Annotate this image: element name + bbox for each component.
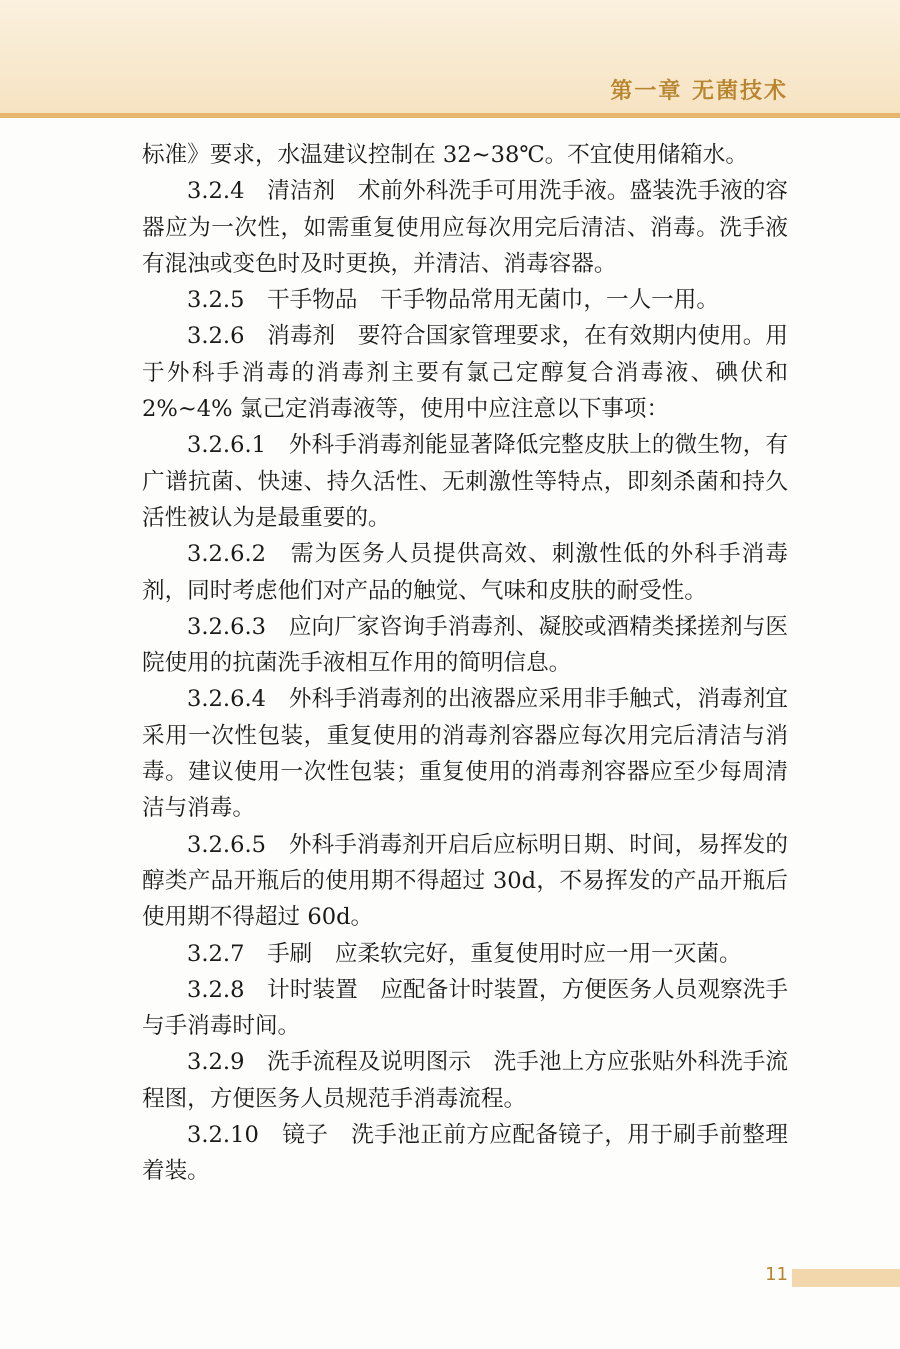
paragraph: 标准》要求，水温建议控制在 32~38℃。不宜使用储箱水。 [142,142,748,168]
paragraph: 3.2.4 清洁剂 术前外科洗手可用洗手液。盛装洗手液的容器应为一次性，如需重复使用应每次用完后清洁、消毒。洗手液有混浊或变色时及时更换，并清洁、消毒容器。 [142,178,788,277]
paragraph: 3.2.9 洗手流程及说明图示 洗手池上方应张贴外科洗手流程图，方便医务人员规范手消毒流程。 [142,1049,788,1112]
body-text [142,137,788,1190]
header-divider [0,113,900,118]
footer-bar [792,1269,900,1287]
paragraph: 3.2.5 干手物品 干手物品常用无菌巾，一人一用。 [187,287,719,314]
paragraph: 3.2.7 手刷 应柔软完好，重复使用时应一用一灭菌。 [187,940,742,967]
paragraph: 3.2.6.2 需为医务人员提供高效、刺激性低的外科手消毒剂，同时考虑他们对产品的触觉、气味和皮肤的耐受性。 [142,541,788,604]
paragraph: 3.2.6.5 外科手消毒剂开启后应标明日期、时间，易挥发的醇类产品开瓶后的使用期不得超过 30d，不易挥发的产品开瓶后使用期不得超过 60d。 [142,831,788,931]
paragraph: 3.2.6.3 应向厂家咨询手消毒剂、凝胶或酒精类揉搓剂与医院使用的抗菌洗手液相互作用的简明信息。 [142,613,788,677]
paragraph: 3.2.8 计时装置 应配备计时装置，方便医务人员观察洗手与手消毒时间。 [142,976,788,1040]
chapter-title: 第一章 无菌技术 [610,79,788,104]
paragraph: 3.2.6 消毒剂 要符合国家管理要求，在有效期内使用。用于外科手消毒的消毒剂主要有氯己定醇复合消毒液、碘伏和 2%~4% 氯己定消毒液等，使用中应注意以下事项： [142,323,788,423]
paragraph: 3.2.6.1 外科手消毒剂能显著降低完整皮肤上的微生物，有广谱抗菌、快速、持久活性、无刺激性等特点，即刻杀菌和持久活性被认为是最重要的。 [142,432,788,531]
paragraph: 3.2.10 镜子 洗手池正前方应配备镜子，用于刷手前整理着装。 [142,1122,788,1185]
paragraph: 3.2.6.4 外科手消毒剂的出液器应采用非手触式，消毒剂宜采用一次性包装，重复使用的消毒剂容器应每次用完后清洁与消毒。建议使用一次性包装；重复使用的消毒剂容器应至少每周清洁与消毒。 [142,686,788,822]
page-number: 11 [765,1264,788,1285]
